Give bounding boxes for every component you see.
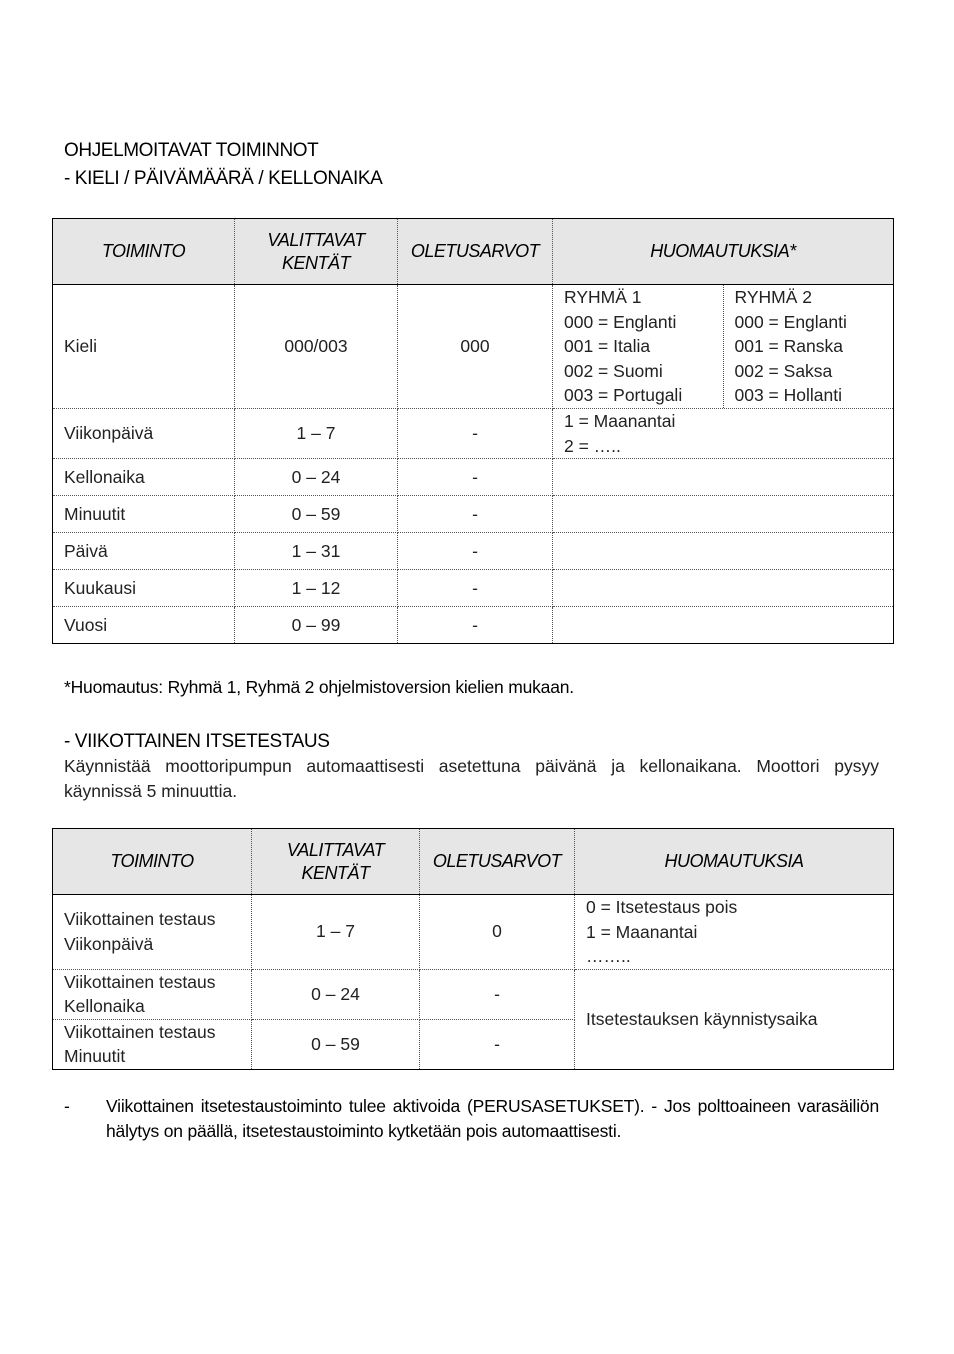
header-default: OLETUSARVOT <box>398 219 553 285</box>
cell-default: - <box>398 570 553 607</box>
note-line: 1 = Maanantai <box>586 921 698 942</box>
bullet-dash: - <box>64 1096 70 1116</box>
header-function: TOIMINTO <box>53 829 252 895</box>
weekly-selftest-table <box>52 828 894 1070</box>
header-notes: HUOMAUTUKSIA* <box>553 219 894 285</box>
table-row <box>53 607 894 644</box>
cell-notes <box>553 607 894 644</box>
table-row <box>53 496 894 533</box>
function-line: Viikonpäivä <box>64 933 154 954</box>
cell-default: - <box>420 1019 575 1069</box>
language-group-1 <box>553 285 723 408</box>
cell-function: Kuukausi <box>53 570 235 607</box>
cell-function <box>53 895 252 970</box>
language-option: 003 = Portugali <box>564 385 683 406</box>
cell-fields: 0 – 59 <box>252 1019 420 1069</box>
section2-title: - VIIKOTTAINEN ITSETESTAUS <box>64 731 330 752</box>
section-title-line2: - KIELI / PÄIVÄMÄÄRÄ / KELLONAIKA <box>64 168 383 189</box>
table-row <box>53 969 894 1019</box>
cell-function <box>53 1019 252 1069</box>
section-title <box>64 137 382 193</box>
section2-paragraph: Käynnistää moottoripumpun automaattisesti asetettuna päivänä ja kellonaikana. Moottori pysyy käynnissä 5 minuuttia. <box>64 756 879 801</box>
bullet-text: Viikottainen itsetestaustoiminto tulee aktivoida (PERUSASETUKSET). - Jos polttoaineen varasäiliön hälytys on päällä, itsetestaustoiminto kytketään pois automaattisesti. <box>106 1096 879 1141</box>
function-line: Viikottainen testaus <box>64 971 216 992</box>
language-option: 003 = Hollanti <box>734 385 843 406</box>
table-row <box>53 409 894 459</box>
note-line: 1 = Maanantai <box>564 411 676 431</box>
cell-default: 0 <box>420 895 575 970</box>
language-option: 002 = Saksa <box>734 360 833 381</box>
cell-function: Minuutit <box>53 496 235 533</box>
language-groups <box>553 285 893 408</box>
cell-notes <box>553 285 894 409</box>
header-function: TOIMINTO <box>53 219 235 285</box>
cell-notes <box>553 570 894 607</box>
cell-fields: 0 – 24 <box>252 969 420 1019</box>
cell-fields: 1 – 7 <box>235 409 398 459</box>
note-line: 0 = Itsetestaus pois <box>586 897 738 917</box>
cell-notes <box>553 409 894 459</box>
cell-notes <box>553 533 894 570</box>
cell-function: Kellonaika <box>53 459 235 496</box>
table-row <box>53 533 894 570</box>
cell-default: - <box>398 459 553 496</box>
cell-notes-merged: Itsetestauksen käynnistysaika <box>575 969 894 1069</box>
footnote: *Huomautus: Ryhmä 1, Ryhmä 2 ohjelmistoversion kielien mukaan. <box>64 677 574 697</box>
table-row <box>53 285 894 409</box>
cell-fields: 0 – 99 <box>235 607 398 644</box>
function-line: Viikottainen testaus <box>64 909 216 930</box>
table-row <box>53 570 894 607</box>
group-label: RYHMÄ 1 <box>564 287 642 308</box>
language-option: 000 = Englanti <box>564 311 677 332</box>
function-line: Viikottainen testaus <box>64 1021 216 1042</box>
cell-default: 000 <box>398 285 553 409</box>
cell-function: Vuosi <box>53 607 235 644</box>
cell-fields: 000/003 <box>235 285 398 409</box>
header-notes: HUOMAUTUKSIA <box>575 829 894 895</box>
cell-fields: 0 – 24 <box>235 459 398 496</box>
cell-default: - <box>398 607 553 644</box>
cell-default: - <box>398 409 553 459</box>
language-option: 001 = Ranska <box>734 336 843 357</box>
function-line: Minuutit <box>64 1046 126 1066</box>
note-line: …….. <box>586 946 631 966</box>
table-row <box>53 895 894 970</box>
section-title-line1: OHJELMOITAVAT TOIMINNOT <box>64 140 319 161</box>
cell-function <box>53 969 252 1019</box>
cell-default: - <box>420 969 575 1019</box>
cell-function: Kieli <box>53 285 235 409</box>
header-default: OLETUSARVOT <box>420 829 575 895</box>
cell-function: Viikonpäivä <box>53 409 235 459</box>
cell-notes <box>553 459 894 496</box>
cell-fields: 1 – 12 <box>235 570 398 607</box>
language-group-2 <box>723 285 894 408</box>
language-date-time-table <box>52 218 894 644</box>
header-fields: VALITTAVAT KENTÄT <box>235 219 398 285</box>
language-option: 002 = Suomi <box>564 360 663 381</box>
group-label: RYHMÄ 2 <box>734 287 812 308</box>
language-option: 000 = Englanti <box>734 311 847 332</box>
cell-notes <box>575 895 894 970</box>
header-fields: VALITTAVAT KENTÄT <box>252 829 420 895</box>
table-header-row <box>53 219 894 285</box>
cell-default: - <box>398 533 553 570</box>
bullet-note <box>64 1094 879 1144</box>
cell-fields: 1 – 7 <box>252 895 420 970</box>
table-header-row <box>53 829 894 895</box>
cell-notes <box>553 496 894 533</box>
cell-default: - <box>398 496 553 533</box>
table-row <box>53 459 894 496</box>
cell-function: Päivä <box>53 533 235 570</box>
language-option: 001 = Italia <box>564 336 651 357</box>
note-line: 2 = ….. <box>564 435 621 456</box>
cell-fields: 1 – 31 <box>235 533 398 570</box>
function-line: Kellonaika <box>64 996 145 1016</box>
cell-fields: 0 – 59 <box>235 496 398 533</box>
